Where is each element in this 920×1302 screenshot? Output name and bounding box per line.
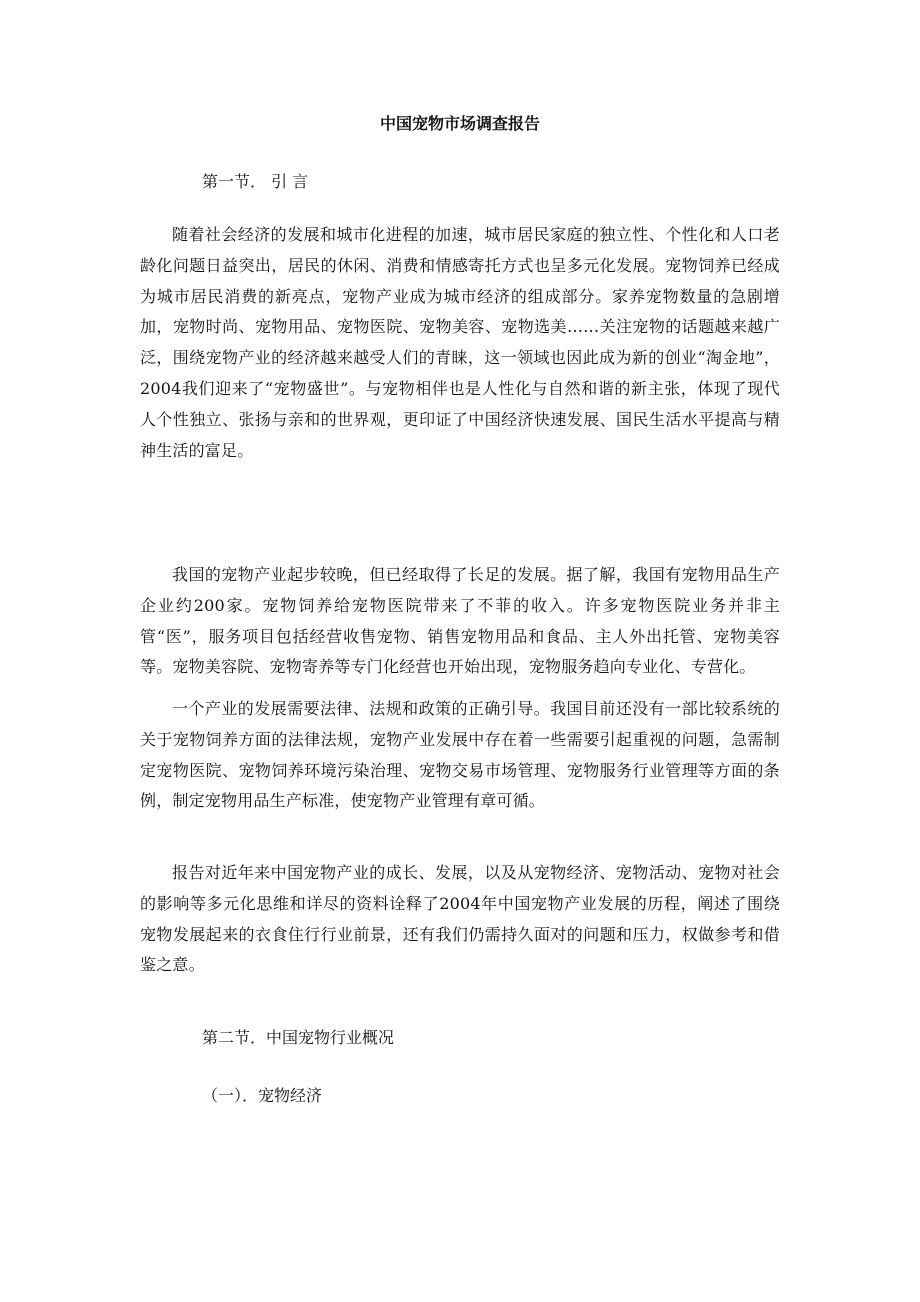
section-1-heading: 第一节． 引 言: [202, 172, 309, 191]
paragraph-regulation: 一个产业的发展需要法律、法规和政策的正确引导。我国目前还没有一部比较系统的关于宠物饲养方面的法律法规，宠物产业发展中存在着一些需要引起重视的问题，急需制定宠物医院、宠物饲养环境污染治理、宠物交易市场管理、宠物服务行业管理等方面的条例，制定宠物用品生产标准，使宠物产业管理有章可循。: [140, 699, 780, 811]
paragraph-report-summary: 报告对近年来中国宠物产业的成长、发展，以及从宠物经济、宠物活动、宠物对社会的影响等多元化思维和详尽的资料诠释了2004年中国宠物产业发展的历程，阐述了围绕宠物发展起来的衣食住行行业前景，还有我们仍需持久面对的问题和压力，权做参考和借鉴之意。: [140, 863, 780, 975]
section-2-heading: 第二节．中国宠物行业概况: [202, 1028, 395, 1047]
paragraph-industry-development: 我国的宠物产业起步较晚，但已经取得了长足的发展。据了解，我国有宠物用品生产企业约200家。宠物饲养给宠物医院带来了不菲的收入。许多宠物医院业务并非主管“医”，服务项目包括经营收售宠物、销售宠物用品和食品、主人外出托管、宠物美容等。宠物美容院、宠物寄养等专门化经营也开始出现，宠物服务趋向专业化、专营化。: [140, 565, 780, 677]
subsection-1-heading: （一）．宠物经济: [202, 1086, 323, 1105]
paragraph-introduction: 随着社会经济的发展和城市化进程的加速，城市居民家庭的独立性、个性化和人口老龄化问题日益突出，居民的休闲、消费和情感寄托方式也呈多元化发展。宠物饲养已经成为城市居民消费的新亮点，宠物产业成为城市经济的组成部分。家养宠物数量的急剧增加，宠物时尚、宠物用品、宠物医院、宠物美容、宠物选美……关注宠物的话题越来越广泛，围绕宠物产业的经济越来越受人们的青睐，这一领域也因此成为新的创业“淘金地”，2004我们迎来了“宠物盛世”。与宠物相伴也是人性化与自然和谐的新主张，体现了现代人个性独立、张扬与亲和的世界观，更印证了中国经济快速发展、国民生活水平提高与精神生活的富足。: [140, 225, 780, 460]
document-title: 中国宠物市场调查报告: [379, 114, 540, 133]
